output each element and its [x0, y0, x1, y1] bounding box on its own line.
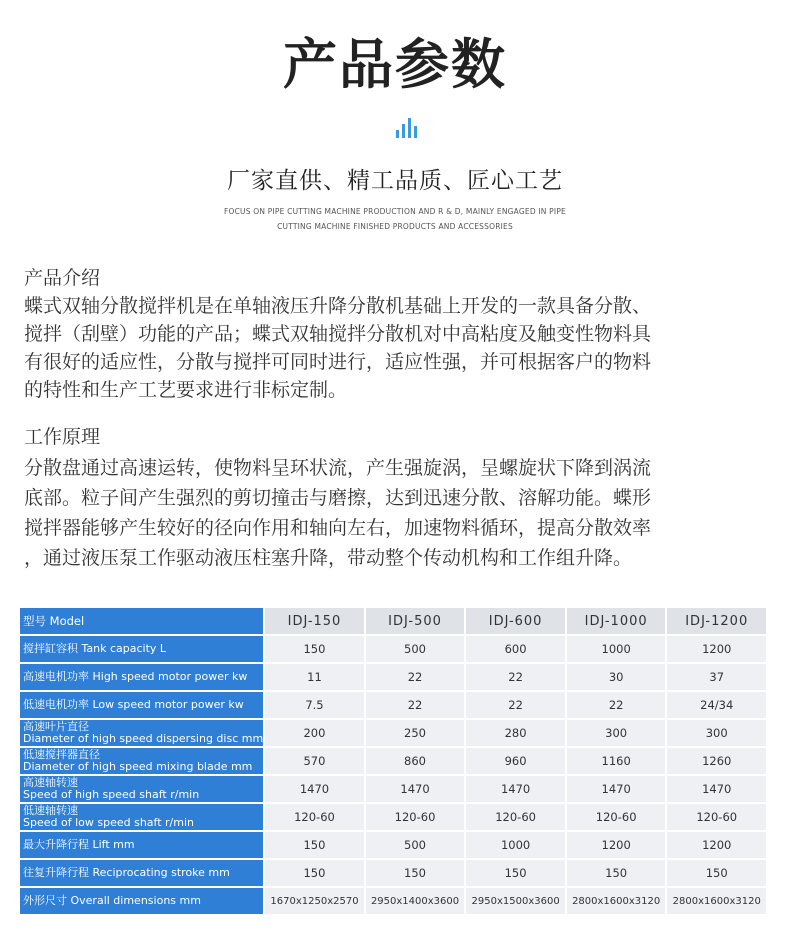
table-cell: 150	[264, 831, 365, 859]
table-cell: 1160	[566, 747, 667, 775]
row-label-line: 高速叶片直径	[23, 720, 89, 733]
table-row	[19, 747, 767, 775]
table-cell: 120-60	[465, 803, 566, 831]
signal-bars-icon	[396, 118, 418, 138]
table-cell: 1260	[666, 747, 767, 775]
principle-line: 搅拌器能够产生较好的径向作用和轴向左右，加速物料循环，提高分散效率	[24, 517, 652, 539]
intro-paragraph	[24, 292, 772, 404]
row-label-line: 低速电机功率 Low speed motor power kw	[23, 698, 244, 711]
table-cell: 22	[365, 691, 466, 719]
row-label	[19, 691, 264, 719]
table-cell: 500	[365, 635, 466, 663]
row-label	[19, 831, 264, 859]
table-cell: 600	[465, 635, 566, 663]
table-cell: IDJ-150	[264, 607, 365, 635]
row-label	[19, 887, 264, 915]
table-cell: IDJ-500	[365, 607, 466, 635]
table-cell: 30	[566, 663, 667, 691]
table-cell: 300	[566, 719, 667, 747]
intro-line: 有很好的适应性，分散与搅拌可同时进行，适应性强，并可根据客户的物料	[24, 351, 652, 373]
table-cell: 2800x1600x3120	[566, 887, 667, 915]
table-cell: 150	[264, 635, 365, 663]
table-cell: 1470	[666, 775, 767, 803]
principle-paragraph	[24, 453, 772, 573]
tagline: 厂家直供、精工品质、匠心工艺	[227, 168, 563, 194]
row-label	[19, 747, 264, 775]
table-cell: 22	[365, 663, 466, 691]
table-cell: 11	[264, 663, 365, 691]
table-cell: IDJ-1000	[566, 607, 667, 635]
table-cell: 120-60	[365, 803, 466, 831]
table-row	[19, 719, 767, 747]
table-row	[19, 887, 767, 915]
page-title: 产品参数	[283, 33, 507, 96]
principle-line: ，通过液压泵工作驱动液压柱塞升降，带动整个传动机构和工作组升降。	[24, 547, 633, 569]
row-label-line: 型号 Model	[23, 614, 85, 628]
table-row	[19, 691, 767, 719]
table-cell: 150	[264, 859, 365, 887]
table-cell: IDJ-1200	[666, 607, 767, 635]
table-cell: 120-60	[666, 803, 767, 831]
principle-line: 底部。粒子间产生强烈的剪切撞击与磨擦，达到迅速分散、溶解功能。蝶形	[24, 487, 652, 509]
row-label	[19, 775, 264, 803]
table-cell: 24/34	[666, 691, 767, 719]
table-cell: 250	[365, 719, 466, 747]
row-label-line: 外形尺寸 Overall dimensions mm	[23, 894, 201, 907]
row-label-line: Diameter of high speed mixing blade mm	[23, 760, 253, 773]
table-cell: 120-60	[566, 803, 667, 831]
row-label-line: 最大升降行程 Lift mm	[23, 838, 135, 851]
table-cell: 1200	[666, 831, 767, 859]
row-label	[19, 803, 264, 831]
table-cell: 960	[465, 747, 566, 775]
row-label	[19, 859, 264, 887]
table-cell: 2950x1500x3600	[465, 887, 566, 915]
intro-line: 搅拌（刮壁）功能的产品；蝶式双轴搅拌分散机对中高粘度及触变性物料具	[24, 323, 652, 345]
table-cell: 150	[566, 859, 667, 887]
table-row	[19, 831, 767, 859]
table-cell: 500	[365, 831, 466, 859]
table-cell: 150	[465, 859, 566, 887]
spec-table	[18, 606, 768, 916]
table-cell: 1670x1250x2570	[264, 887, 365, 915]
row-label-line: Diameter of high speed dispersing disc mm	[23, 732, 264, 745]
table-cell: 22	[465, 691, 566, 719]
table-cell: 1000	[566, 635, 667, 663]
table-cell: 200	[264, 719, 365, 747]
table-cell: 7.5	[264, 691, 365, 719]
row-label-line: 高速轴转速	[23, 776, 78, 789]
table-row	[19, 663, 767, 691]
english-subline-1: FOCUS ON PIPE CUTTING MACHINE PRODUCTION AND R & D, MAINLY ENGAGED IN PIPE	[224, 207, 566, 216]
table-cell: 1470	[365, 775, 466, 803]
english-subline-2: CUTTING MACHINE FINISHED PRODUCTS AND ACCESSORIES	[277, 222, 513, 231]
table-cell: 150	[666, 859, 767, 887]
table-cell: 120-60	[264, 803, 365, 831]
intro-heading: 产品介绍	[24, 267, 101, 289]
table-cell: 280	[465, 719, 566, 747]
row-label-line: 低速轴转速	[23, 804, 78, 817]
principle-heading: 工作原理	[24, 426, 101, 448]
table-cell: 1200	[666, 635, 767, 663]
row-label	[19, 635, 264, 663]
row-label	[19, 663, 264, 691]
row-label	[19, 607, 264, 635]
table-cell: 300	[666, 719, 767, 747]
table-row	[19, 803, 767, 831]
table-cell: 860	[365, 747, 466, 775]
table-cell: 2950x1400x3600	[365, 887, 466, 915]
table-cell: 1470	[264, 775, 365, 803]
row-label-line: 高速电机功率 High speed motor power kw	[23, 670, 248, 683]
table-cell: 2800x1600x3120	[666, 887, 767, 915]
row-label	[19, 719, 264, 747]
table-cell: 150	[365, 859, 466, 887]
table-cell: IDJ-600	[465, 607, 566, 635]
table-cell: 570	[264, 747, 365, 775]
intro-line: 蝶式双轴分散搅拌机是在单轴液压升降分散机基础上开发的一款具备分散、	[24, 295, 652, 317]
row-label-line: Speed of high speed shaft r/min	[23, 788, 200, 801]
table-cell: 1200	[566, 831, 667, 859]
table-row	[19, 635, 767, 663]
table-cell: 22	[465, 663, 566, 691]
table-cell: 22	[566, 691, 667, 719]
intro-line: 的特性和生产工艺要求进行非标定制。	[24, 379, 348, 401]
principle-line: 分散盘通过高速运转，使物料呈环状流，产生强旋涡，呈螺旋状下降到涡流	[24, 457, 652, 479]
row-label-line: 往复升降行程 Reciprocating stroke mm	[23, 866, 230, 879]
row-label-line: Speed of low speed shaft r/min	[23, 816, 194, 829]
table-cell: 37	[666, 663, 767, 691]
table-row	[19, 607, 767, 635]
table-row	[19, 859, 767, 887]
table-cell: 1000	[465, 831, 566, 859]
table-cell: 1470	[465, 775, 566, 803]
table-row	[19, 775, 767, 803]
row-label-line: 搅拌缸容积 Tank capacity L	[23, 642, 167, 655]
table-cell: 1470	[566, 775, 667, 803]
row-label-line: 低速搅拌器直径	[23, 748, 100, 761]
